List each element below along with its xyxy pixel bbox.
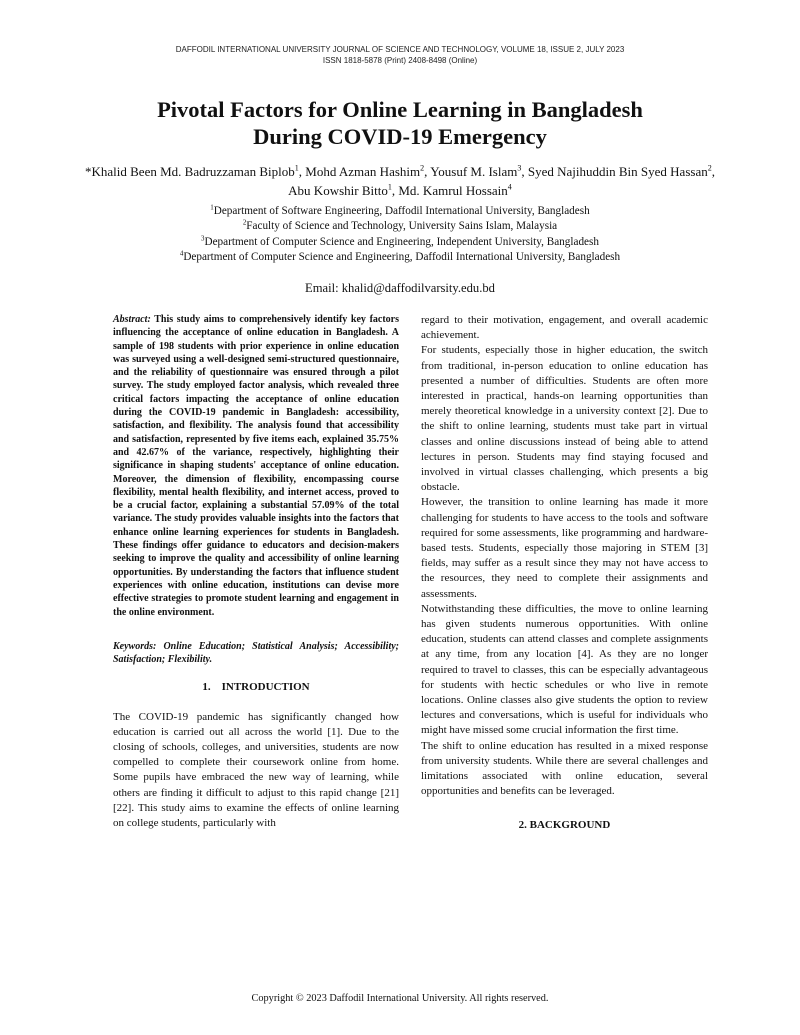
- right-column: [421, 313, 708, 833]
- author-affiliation-marker: 4: [507, 182, 512, 192]
- author-name: Abu Kowshir Bitto: [288, 183, 388, 198]
- author-separator: ,: [521, 164, 528, 179]
- copyright-footer: Copyright © 2023 Daffodil International University. All rights reserved.: [251, 993, 549, 1004]
- affiliation-line: [60, 235, 740, 250]
- author-separator: ,: [424, 164, 431, 179]
- author-affiliation-marker: 3: [517, 163, 522, 173]
- affiliation-line: [60, 250, 740, 265]
- title-line-2: During COVID-19 Emergency: [253, 124, 547, 149]
- section-heading-introduction: 1. INTRODUCTION: [202, 681, 310, 694]
- affiliation-line: [60, 204, 740, 219]
- author-separator: ,: [298, 164, 306, 179]
- abstract: [113, 313, 399, 619]
- author-list: [80, 162, 720, 200]
- paper-title: [100, 96, 700, 150]
- author-separator: ,: [391, 183, 399, 198]
- author-separator: ,: [711, 164, 715, 179]
- body-paragraph: The shift to online education has resulted in a mixed response from university students. While there are several challenges and limitations associated with online education, several opportunities and benefits can be leveraged.: [421, 739, 708, 798]
- author-name: Md. Kamrul Hossain: [398, 183, 508, 198]
- author-name: *Khalid Been Md. Badruzzaman Biplob: [85, 164, 295, 179]
- journal-line: DAFFODIL INTERNATIONAL UNIVERSITY JOURNAL OF SCIENCE AND TECHNOLOGY, VOLUME 18, ISSUE 2, JULY 2023: [175, 45, 625, 54]
- section-heading-background: 2. BACKGROUND: [518, 818, 611, 831]
- affiliation-marker: 3: [201, 234, 205, 243]
- affiliation-marker: 2: [242, 218, 247, 227]
- author-affiliation-marker: 1: [294, 163, 299, 173]
- abstract-text: This study aims to comprehensively identify key factors influencing the acceptance of online education in Bangladesh. A sample of 198 students with prior experience in online education was surveyed using a well-designed semi-structured questionnaire, and the reliability of questionnaire was ensured through a pilot survey. The study employed factor analysis, which revealed three critical factors impacting the acceptance of online education during the COVID-19 pandemic in Bangladesh: accessibility, satisfaction, and flexibility. The analysis found that accessibility and satisfaction, represented by five items each, explained 35.75% and 42.67% of the variance, respectively, highlighting their significance in shaping students' acceptance of online education. Moreover, the dimension of flexibility, encompassing course flexibility, mental health flexibility, and internet access, proved to be a crucial factor, explaining a substantial 57.09% of the total variance. The study provides valuable insights into the factors that enhance online learning experiences for students in Bangladesh. These findings offer guidance to educators and decision-makers seeking to improve the quality and accessibility of online learning opportunities. By understanding the factors that influence student experiences with online education, institutions can devise more effective strategies to promote student learning and engagement in the online environment.: [113, 314, 399, 618]
- corresponding-email: Email: khalid@daffodilvarsity.edu.bd: [305, 281, 495, 295]
- affiliation-text: Department of Computer Science and Engineering, Independent University, Bangladesh: [204, 235, 599, 248]
- affiliation-marker: 4: [179, 249, 184, 258]
- author-affiliation-marker: 1: [387, 182, 392, 192]
- affiliation-marker: 1: [210, 203, 214, 212]
- left-column: [113, 313, 399, 831]
- author-name: Mohd Azman Hashim: [305, 164, 421, 179]
- issn-line: ISSN 1818-5878 (Print) 2408-8498 (Online): [322, 55, 478, 65]
- affiliation-text: Department of Computer Science and Engineering, Daffodil International University, Bangladesh: [183, 251, 621, 264]
- affiliation-list: [60, 204, 740, 266]
- journal-header: [0, 45, 800, 66]
- affiliation-text: Faculty of Science and Technology, University Sains Islam, Malaysia: [246, 220, 558, 233]
- author-name: Yousuf M. Islam: [430, 164, 518, 179]
- author-name: Syed Najihuddin Bin Syed Hassan: [527, 164, 708, 179]
- introduction-paragraph: The COVID-19 pandemic has significantly changed how education is carried out all across the world [1]. Due to the closing of schools, colleges, and universities, students are now compelled to complete their coursework online from home. Some pupils have embraced the new way of learning, while others are finding it difficult to adjust to this rapid change [21][22]. This study aims to examine the effects of online learning on college students, particularly with: [113, 710, 399, 830]
- body-paragraph: However, the transition to online learning has made it more challenging for students to have access to the tools and software required for some assessments, like programming and hardware-based tests. Students, especially those majoring in STEM [3] fields, may suffer as a result since they may not have access to the resources, they need to complete their assignments and assessments.: [421, 496, 708, 600]
- body-paragraph: regard to their motivation, engagement, and overall academic achievement.: [421, 314, 708, 342]
- title-line-1: Pivotal Factors for Online Learning in Bangladesh: [157, 97, 643, 122]
- body-paragraph: Notwithstanding these difficulties, the move to online learning has given students numerous opportunities. With online education, students can attend classes and complete assignments at any time, from any location [4]. As they are no longer required to travel to classes, this can be especially advantageous for students with hectic schedules or who live in remote locations. Online classes also give students the option to review lectures and conversations, which is useful for individuals who might have missed some crucial information the first time.: [421, 602, 708, 737]
- affiliation-text: Department of Software Engineering, Daffodil International University, Bangladesh: [213, 205, 590, 217]
- keywords: Keywords: Online Education; Statistical Analysis; Accessibility; Satisfaction; Flexibility.: [113, 640, 399, 666]
- abstract-label: Abstract:: [113, 314, 151, 325]
- body-paragraph: For students, especially those in higher education, the switch from traditional, in-person education to online education has presented a number of difficulties. Students are often more interested in practical, hands-on learning opportunities than merely theoretical knowledge in a university context [2]. Due to the shift to online learning, students must take part in virtual classes and online discussions instead of being able to attend lectures in person. Students may find staying focused and involved in virtual classes challenging, which presents a big obstacle.: [421, 344, 708, 494]
- author-affiliation-marker: 2: [707, 163, 712, 173]
- author-affiliation-marker: 2: [420, 163, 425, 173]
- affiliation-line: [60, 219, 740, 234]
